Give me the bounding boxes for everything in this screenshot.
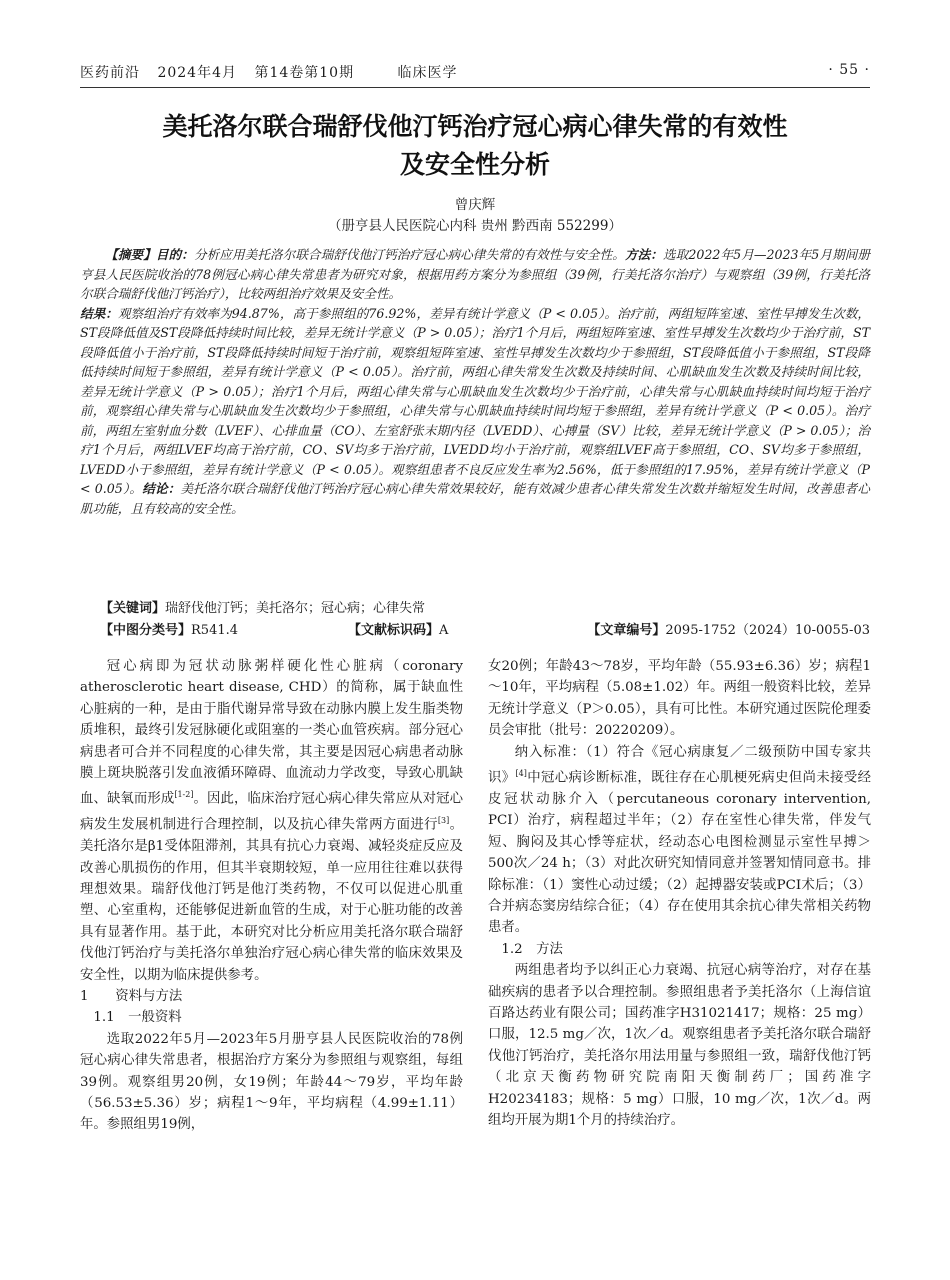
method-paragraph: 两组患者均予以纠正心力衰竭、抗冠心病等治疗，对存在基础疾病的患者予以合理控制。参照组患者予美托洛尔（上海信谊百路达药业有限公司；国药准字H31021417；规格：25 mg）口服，12.5 mg／次，1次／d。观察组患者予美托洛尔联合瑞舒伐他汀钙治疗，美托洛尔用法用量与参照组一致，瑞舒伐他汀钙（北京天衡药物研究院南阳天衡制药厂；国药准字H20234183；规格：5 mg）口服，10 mg／次，1次／d。两组均开展为期1个月的持续治疗。 (488, 963, 871, 1128)
conclusion-label: 结论： (142, 481, 181, 496)
intro-text-b: 。因此，临床治疗冠心病心律失常应从对冠心病发生发展机制进行合理控制，以及抗心律失常两方面进行 (80, 791, 464, 833)
title-line-2: 及安全性分析 (399, 150, 550, 179)
header-left (80, 62, 470, 82)
general-data-continued: 女20例；年龄43～78岁，平均年龄（55.93±6.36）岁；病程1～10年，平均病程（5.08±1.02）年。两组一般资料比较，差异无统计学意义（P＞0.05），具有可比性。本研究通过医院伦理委员会审批（批号：20220209）。 (488, 659, 871, 739)
method-label: 方法： (624, 247, 663, 262)
objective-label: 目的： (155, 247, 194, 262)
conclusion-text: 美托洛尔联合瑞舒伐他汀钙治疗冠心病心律失常效果较好，能有效减少患者心律失常发生次数并缩短发生时间，改善患者心肌功能，且有较高的安全性。 (80, 481, 871, 516)
keywords-label: 【关键词】 (100, 601, 166, 616)
ref-1-2: [1-2] (174, 790, 194, 800)
method-text: 选取2022年5月—2023年5月期间册亨县人民医院收治的78例冠心病心律失常患者为研究对象，根据用药方案分为参照组（39例，行美托洛尔治疗）与观察组（39例，行美托洛尔联合瑞舒伐他汀钙治疗），比较两组治疗效果及安全性。 (80, 247, 871, 301)
left-column (80, 656, 463, 1136)
article-number (587, 619, 870, 638)
intro-text-a: 冠心病即为冠状动脉粥样硬化性心脏病（coronary atherosclerotic heart disease, CHD）的简称，属于缺血性心脏病的一种，是由于脂代谢异常导致在动脉内膜上发生脂类物质堆积，最终引发冠脉硬化或阻塞的一类心血管疾病。部分冠心病患者可合并不同程度的心律失常，其主要是因冠心病患者动脉膜上斑块脱落引发血液循环障碍、血流动力学改变，导致心肌缺血、缺氧而形成 (80, 659, 463, 807)
clc-label: 【中图分类号】 (100, 623, 192, 638)
result-label: 结果： (80, 305, 118, 321)
doc-value: A (439, 623, 449, 638)
keywords (100, 597, 870, 616)
criteria-text-a: 纳入标准：（1）符合《冠心病康复／二级预防中国专家共识》 (488, 744, 871, 786)
title-line-1: 美托洛尔联合瑞舒伐他汀钙治疗冠心病心律失常的有效性 (162, 112, 788, 141)
article-number-label: 【文章编号】 (587, 623, 666, 638)
header-rule (80, 87, 870, 88)
abstract (80, 245, 870, 518)
general-data-paragraph: 选取2022年5月—2023年5月册亨县人民医院收治的78例冠心病心律失常患者，根据治疗方案分为参照组与观察组，每组39例。观察组男20例，女19例；年龄44～79岁，平均年龄（56.53±5.36）岁；病程1～9年，平均病程（4.99±1.11）年。参照组男19例， (80, 1031, 463, 1133)
section-name: 临床医学 (397, 65, 458, 81)
clc-value: R541.4 (191, 623, 239, 638)
author: 曾庆辉 (454, 197, 496, 213)
classification-line (100, 619, 870, 639)
running-header (80, 62, 870, 84)
keywords-text: 瑞舒伐他汀钙；美托洛尔；冠心病；心律失常 (165, 601, 426, 616)
doc-label: 【文献标识码】 (348, 623, 440, 638)
ref-4: [4] (515, 769, 527, 779)
doc-code (348, 619, 448, 638)
section-1-2-heading: 1.2 方法 (501, 941, 563, 957)
journal-name: 医药前沿 (80, 65, 140, 81)
article-title (80, 108, 870, 184)
section-1-heading: 1 资料与方法 (80, 989, 183, 1005)
criteria-text-b: 中冠心病诊断标准，既往存在心肌梗死病史但尚未接受经皮冠状动脉介入（percutaneous coronary intervention, PCI）治疗，病程超过半年；（2）存在室性心律失常，伴发气短、胸闷及其心悸等症状，经动态心电图检测显示室性早搏＞500次／24 h；（3）对此次研究知情同意并签署知情同意书。排除标准：（1）窦性心动过缓；（2）起搏器安装或PCI术后；（3）合并病态窦房结综合征；（4）存在使用其余抗心律失常相关药物患者。 (488, 770, 871, 936)
article-number-value: 2095-1752（2024）10-0055-03 (665, 623, 870, 638)
right-column (488, 656, 871, 1131)
affiliation: （册亨县人民医院心内科 贵州 黔西南 552299） (328, 218, 622, 234)
intro-paragraph (80, 656, 463, 986)
objective-text: 分析应用美托洛尔联合瑞舒伐他汀钙治疗冠心病心律失常的有效性与安全性。 (193, 247, 625, 262)
ref-3: [3] (437, 816, 450, 826)
intro-text-c: 。美托洛尔是β1受体阻滞剂，其具有抗心力衰竭、减轻炎症反应及改善心肌损伤的作用，但其半衰期较短，单一应用往往难以获得理想效果。瑞舒伐他汀钙是他汀类药物，不仅可以促进心肌重塑、心室重构，还能够促进新血管的生成，对于心脏功能的改善具有显著作用。基于此，本研究对比分析应用美托洛尔联合瑞舒伐他汀钙治疗与美托洛尔单独治疗冠心病心律失常的临床效果及安全性，以期为临床提供参考。 (80, 817, 463, 983)
abstract-label: 【摘要】 (105, 247, 156, 262)
volume-issue: 第14卷第10期 (254, 65, 355, 81)
page-number: · 55 · (828, 62, 870, 78)
result-text: 观察组治疗有效率为94.87%，高于参照组的76.92%，差异有统计学意义（P < 0.05）。治疗前，两组短阵室速、室性早搏发生次数，ST段降低值及ST段降低持续时间比较，差异无统计学意义（P > 0.05）；治疗1个月后，两组短阵室速、室性早搏发生次数均少于治疗前，ST段降低值小于治疗前，ST段降低持续时间短于治疗前，观察组短阵室速、室性早搏发生次数均少于参照组，ST段降低值小于参照组，ST段降低持续时间短于参照组，差异有统计学意义（P < 0.05）。治疗前，两组心律失常发生次数及持续时间、心肌缺血发生次数及持续时间比较，差异无统计学意义（P > 0.05）；治疗1个月后，两组心律失常与心肌缺血发生次数均少于治疗前，心律失常与心肌缺血持续时间均短于治疗前，观察组心律失常与心肌缺血发生次数均少于参照组，心律失常与心肌缺血持续时间均短于参照组，差异有统计学意义（P < 0.05）。治疗前，两组左室射血分数（LVEF）、心排血量（CO）、左室舒张末期内径（LVEDD）、心搏量（SV）比较，差异无统计学意义（P > 0.05）；治疗1个月后，两组LVEF均高于治疗前，CO、SV均多于治疗前，LVEDD均小于治疗前，观察组LVEF高于参照组，CO、SV均多于参照组，LVEDD小于参照组，差异有统计学意义（P < 0.05）。观察组患者不良反应发生率为2.56%，低于参照组的17.95%，差异有统计学意义（P < 0.05）。 (80, 305, 870, 496)
issue-date: 2024年4月 (157, 65, 237, 81)
section-1-1-heading: 1.1 一般资料 (93, 1010, 182, 1026)
clc-code (100, 619, 238, 638)
criteria-paragraph (488, 742, 871, 939)
